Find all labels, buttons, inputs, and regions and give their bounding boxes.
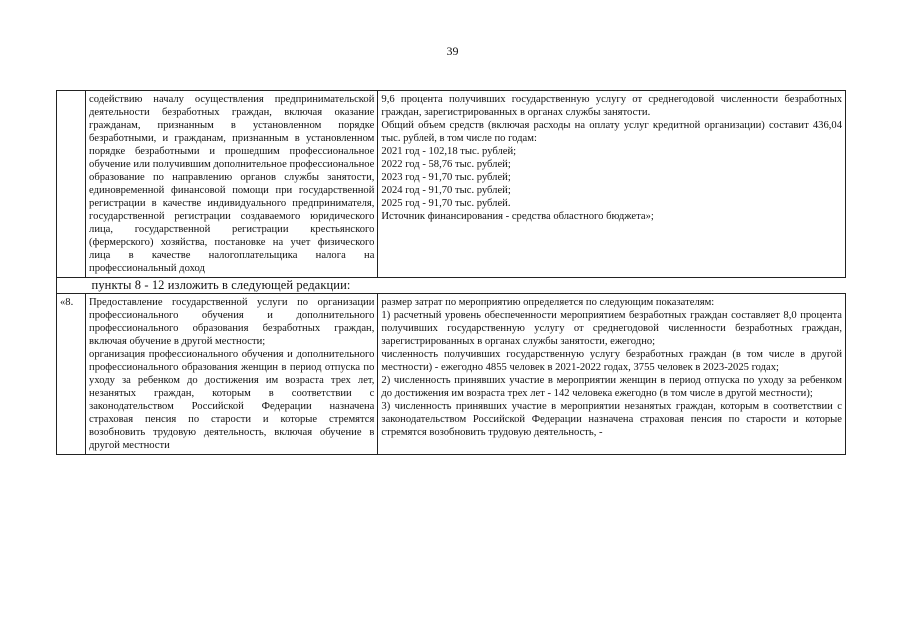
indicator-paragraph: численность получивших государственную услугу безработных граждан (в том числе в другой местности) - ежегодно 4855 человек в 2021-2022 годах, 3755 человек в 2023-2025 годах; bbox=[381, 349, 842, 373]
indicator-paragraph: размер затрат по мероприятию определяется по следующим показателям: bbox=[381, 297, 715, 308]
measure-description-text: Предоставление государственной услуги по организации профессионального обучения и дополнительного профессионального образования безработных граждан, включая обучение в другой местности; bbox=[89, 297, 375, 347]
measure-indicators-cell bbox=[378, 91, 846, 278]
indicator-line: Общий объем средств (включая расходы на оплату услуг кредитной организации) составит 436,04 тыс. рублей, в том числе по годам: bbox=[381, 120, 842, 144]
section-heading: пункты 8 - 12 изложить в следующей редакции: bbox=[86, 278, 846, 294]
measure-description-cell bbox=[86, 91, 378, 278]
row-number: «8. bbox=[60, 297, 74, 308]
measure-indicators-cell bbox=[378, 294, 846, 455]
measure-description-cell bbox=[86, 294, 378, 455]
document-table bbox=[56, 90, 846, 455]
indicator-line: 2022 год - 58,76 тыс. рублей; bbox=[381, 159, 511, 170]
page-number: 39 bbox=[446, 44, 459, 58]
measure-description-text: организация профессионального обучения и дополнительного профессионального образования женщин в период отпуска по уходу за ребенком до достижения им возраста трех лет, незанятых граждан, которым в соответствии с законодательством Российской Федерации назначена страховая пенсия по старости и которые стремятся возобновить трудовую деятельность, включая обучение в другой местности bbox=[89, 349, 375, 451]
indicator-line: 9,6 процента получивших государственную услугу от среднегодовой численности безработных граждан, зарегистрированных в органах службы занятости. bbox=[381, 94, 842, 118]
measure-description-text: содействию началу осуществления предпринимательской деятельности безработных граждан, включая оказание гражданам, признанным в установленном порядке безработными, и гражданам, признанным в установленном порядке безработными и прошедшим профессиональное обучение или получившим дополнительное профессиональное образование по направлению органов службы занятости, единовременной финансовой помощи при государственной регистрации в качестве индивидуального предпринимателя, государственной регистрации создаваемого юридического лица, государственной регистрации крестьянского (фермерского) хозяйства, постановке на учет физического лица в качестве налогоплательщика налога на профессиональный доход bbox=[89, 94, 375, 274]
row-number-cell bbox=[57, 294, 86, 455]
heading-blank-cell bbox=[57, 278, 86, 294]
table-row bbox=[57, 91, 846, 278]
row-number-cell bbox=[57, 91, 86, 278]
indicator-line: 2025 год - 91,70 тыс. рублей. bbox=[381, 198, 511, 209]
indicator-paragraph: 2) численность принявших участие в мероприятии женщин в период отпуска по уходу за ребенком до достижения им возраста трех лет - 142 человека ежегодно (в том числе в другой местности); bbox=[381, 375, 842, 399]
indicator-line: Источник финансирования - средства областного бюджета»; bbox=[381, 211, 654, 222]
section-heading-row bbox=[57, 278, 846, 294]
indicator-paragraph: 3) численность принявших участие в мероприятии незанятых граждан, которым в соответствии с законодательством Российской Федерации назначена страховая пенсия по старости и которые стремятся возобновить трудовую деятельность, - bbox=[381, 401, 842, 438]
indicator-line: 2021 год - 102,18 тыс. рублей; bbox=[381, 146, 517, 157]
indicator-paragraph: 1) расчетный уровень обеспеченности мероприятием безработных граждан составляет 8,0 процента получивших государственную услугу от среднегодовой численности безработных граждан, зарегистрированных в органах службы занятости, ежегодно; bbox=[381, 310, 842, 347]
indicator-line: 2023 год - 91,70 тыс. рублей; bbox=[381, 172, 511, 183]
indicator-line: 2024 год - 91,70 тыс. рублей; bbox=[381, 185, 511, 196]
table-row bbox=[57, 294, 846, 455]
